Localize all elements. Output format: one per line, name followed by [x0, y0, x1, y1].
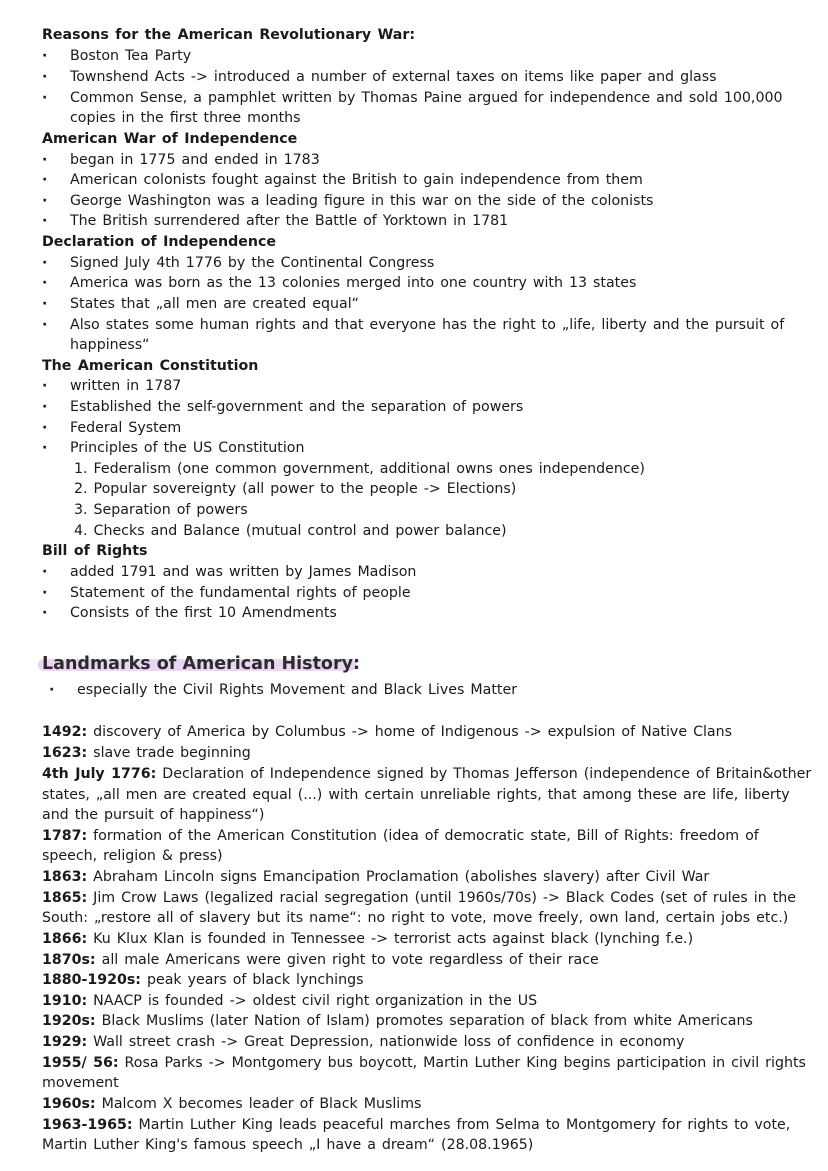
timeline-text: Martin Luther King's famous speech „I have a dream“ (28.08.1965) [42, 1137, 534, 1153]
timeline-text: discovery of America by Columbus -> home of Indigenous -> expulsion of Native Clans [87, 724, 732, 740]
heading-declaration: Declaration of Independence [42, 234, 277, 250]
list-item: · added 1791 and was written by James Madison [70, 562, 416, 582]
timeline-line [42, 785, 790, 805]
landmarks-title: Landmarks of American History: [42, 654, 360, 674]
list-item: · American colonists fought against the British to gain independence from them [70, 170, 643, 190]
timeline-line [42, 1135, 533, 1155]
timeline-key: 1929: [42, 1034, 88, 1050]
list-item: · The British surrendered after the Battle of Yorktown in 1781 [70, 211, 508, 231]
timeline-line [42, 1073, 119, 1093]
timeline-line [42, 888, 796, 908]
list-item: · America was born as the 13 colonies merged into one country with 13 states [70, 273, 636, 293]
timeline-text: Rosa Parks -> Montgomery bus boycott, Martin Luther King begins participation in civil rights [118, 1055, 806, 1071]
list-item: · Principles of the US Constitution [70, 438, 304, 458]
timeline-key: 1863: [42, 869, 88, 885]
timeline-line [42, 991, 537, 1011]
list-item-continuation: happiness“ [70, 337, 150, 353]
timeline-line [42, 867, 709, 887]
timeline-line [42, 929, 693, 949]
timeline-line [42, 950, 599, 970]
heading-constitution: The American Constitution [42, 358, 259, 374]
timeline-text: South: „restore all of slavery but its name“: no right to vote, move freely, own land, certain jobs etc.) [42, 910, 789, 926]
timeline-line [42, 908, 788, 928]
timeline-key: 1955/ 56: [42, 1055, 119, 1071]
list-item-continuation: copies in the first three months [70, 110, 301, 126]
timeline-text: states, „all men are created equal (...) with certain unreliable rights, that among these are life, liberty [42, 787, 790, 803]
timeline-line [42, 1094, 421, 1114]
list-item: · Signed July 4th 1776 by the Continental Congress [70, 253, 434, 273]
timeline-key: 1870s: [42, 952, 96, 968]
timeline-text: Wall street crash -> Great Depression, nationwide loss of confidence in economy [87, 1034, 685, 1050]
timeline-line [42, 1032, 684, 1052]
timeline-text: speech, religion & press) [42, 848, 223, 864]
list-item: · George Washington was a leading figure in this war on the side of the colonists [70, 191, 653, 211]
timeline-text: peak years of black lynchings [140, 972, 364, 988]
timeline-line [42, 826, 759, 846]
timeline-key: 1960s: [42, 1096, 96, 1112]
timeline-key: 1910: [42, 993, 88, 1009]
timeline-text: Declaration of Independence signed by Thomas Jefferson (independence of Britain&other [156, 766, 812, 782]
timeline-line [42, 1053, 806, 1073]
timeline-key: 1492: [42, 724, 88, 740]
list-item: · Consists of the first 10 Amendments [70, 603, 337, 623]
timeline-text: formation of the American Constitution (idea of democratic state, Bill of Rights: freedom of [87, 828, 759, 844]
timeline-text: slave trade beginning [87, 745, 251, 761]
timeline-line [42, 743, 251, 763]
timeline-key: 1865: [42, 890, 88, 906]
list-item: · Federal System [70, 418, 181, 438]
timeline-key: 1787: [42, 828, 88, 844]
timeline-key: 1880-1920s: [42, 972, 141, 988]
timeline-text: and the pursuit of happiness“) [42, 807, 265, 823]
landmarks-subtitle: · especially the Civil Rights Movement and Black Lives Matter [77, 680, 517, 700]
timeline-text: Black Muslims (later Nation of Islam) promotes separation of black from white Americans [95, 1013, 753, 1029]
timeline-text: all male Americans were given right to vote regardless of their race [95, 952, 599, 968]
timeline-key: 1920s: [42, 1013, 96, 1029]
timeline-text: movement [42, 1075, 119, 1091]
timeline-key: 4th July 1776: [42, 766, 157, 782]
timeline-line [42, 722, 732, 742]
timeline-line [42, 1011, 753, 1031]
list-item: · States that „all men are created equal“ [70, 294, 359, 314]
timeline-text: Jim Crow Laws (legalized racial segregation (until 1960s/70s) -> Black Codes (set of rules in the [87, 890, 797, 906]
timeline-key: 1866: [42, 931, 88, 947]
list-item: · written in 1787 [70, 376, 181, 396]
timeline-text: Ku Klux Klan is founded in Tennessee -> terrorist acts against black (lynching f.e.) [87, 931, 694, 947]
numbered-item: 2. Popular sovereignty (all power to the people -> Elections) [74, 481, 517, 497]
list-item: · Statement of the fundamental rights of people [70, 583, 411, 603]
timeline-line [42, 764, 811, 784]
list-item: · Townshend Acts -> introduced a number of external taxes on items like paper and glass [70, 67, 717, 87]
heading-war-of-independence: American War of Independence [42, 131, 298, 147]
list-item: · began in 1775 and ended in 1783 [70, 150, 320, 170]
timeline-line [42, 846, 223, 866]
list-item: · Common Sense, a pamphlet written by Thomas Paine argued for independence and sold 100,000 [70, 88, 783, 108]
timeline-line [42, 1115, 790, 1135]
timeline-text: Abraham Lincoln signs Emancipation Proclamation (abolishes slavery) after Civil War [87, 869, 710, 885]
heading-bill-of-rights: Bill of Rights [42, 543, 148, 559]
timeline-text: NAACP is founded -> oldest civil right organization in the US [87, 993, 538, 1009]
timeline-key: 1623: [42, 745, 88, 761]
timeline-text: Malcom X becomes leader of Black Muslims [95, 1096, 422, 1112]
list-item: · Also states some human rights and that everyone has the right to „life, liberty and the pursuit of [70, 315, 784, 335]
list-item: · Boston Tea Party [70, 46, 191, 66]
timeline-line [42, 970, 364, 990]
numbered-item: 3. Separation of powers [74, 502, 248, 518]
timeline-line [42, 805, 264, 825]
numbered-item: 4. Checks and Balance (mutual control and power balance) [74, 523, 507, 539]
timeline-text: Martin Luther King leads peaceful marches from Selma to Montgomery for rights to vote, [132, 1117, 791, 1133]
list-item: · Established the self-government and the separation of powers [70, 397, 523, 417]
timeline-key: 1963-1965: [42, 1117, 133, 1133]
heading-revolutionary-war: Reasons for the American Revolutionary War: [42, 27, 416, 43]
numbered-item: 1. Federalism (one common government, additional owns ones independence) [74, 461, 645, 477]
